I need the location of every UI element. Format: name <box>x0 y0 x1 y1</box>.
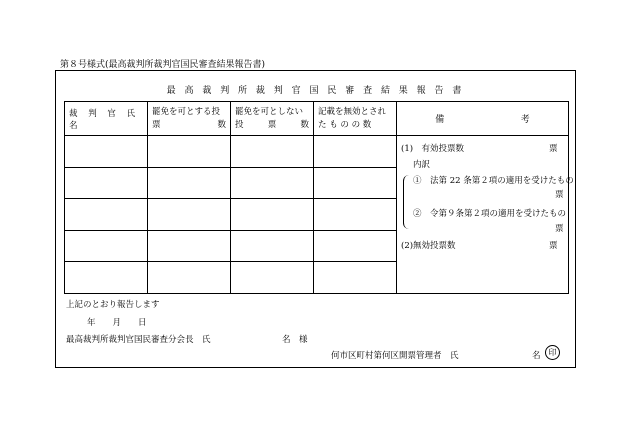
valid-votes-label: (1) 有効投票数 <box>401 144 465 154</box>
counting-manager-label: 何市区町村第何区開票管理者 氏 <box>331 351 459 361</box>
header-dismiss-no: 罷免を可としない 投 票 数 <box>231 102 314 136</box>
cell-judge-name[interactable] <box>65 167 148 199</box>
header-remarks: 備 考 <box>397 102 569 136</box>
closing-statement: 上記のとおり報告します <box>66 300 160 310</box>
table-row <box>65 136 569 168</box>
breakdown-item-1: ① 法第 22 条第２項の適用を受けたもの <box>413 176 574 186</box>
cell-dismiss-yes[interactable] <box>148 199 231 231</box>
cell-dismiss-no[interactable] <box>231 262 314 294</box>
invalid-votes-label: (2)無効投票数 <box>401 241 456 251</box>
header-dismiss-yes: 罷免を可とする投 票 数 <box>148 102 231 136</box>
breakdown-label: 内訳 <box>413 160 431 170</box>
cell-invalid[interactable] <box>314 167 397 199</box>
cell-dismiss-no[interactable] <box>231 136 314 168</box>
cell-invalid[interactable] <box>314 136 397 168</box>
cell-judge-name[interactable] <box>65 230 148 262</box>
cell-dismiss-no[interactable] <box>231 167 314 199</box>
cell-judge-name[interactable] <box>65 262 148 294</box>
cell-judge-name[interactable] <box>65 199 148 231</box>
seal-icon: 印 <box>545 345 560 360</box>
breakdown-brace <box>403 175 410 229</box>
committee-chair-label: 最高裁判所裁判官国民審査分会長 氏 <box>66 335 211 345</box>
breakdown-item-2: ② 令第９条第２項の適用を受けたもの <box>413 209 567 219</box>
breakdown-item-2-unit: 票 <box>555 224 564 234</box>
manager-name-suffix: 名 <box>532 351 541 361</box>
cell-invalid[interactable] <box>314 199 397 231</box>
remarks-cell <box>397 136 574 294</box>
addressee-honorific: 名 様 <box>282 335 308 345</box>
cell-invalid[interactable] <box>314 230 397 262</box>
cell-dismiss-yes[interactable] <box>148 167 231 199</box>
report-title: 最 高 裁 判 所 裁 判 官 国 民 審 査 結 果 報 告 書 <box>166 86 465 96</box>
invalid-votes-unit: 票 <box>549 241 558 251</box>
cell-dismiss-no[interactable] <box>231 230 314 262</box>
cell-judge-name[interactable] <box>65 136 148 168</box>
cell-dismiss-yes[interactable] <box>148 230 231 262</box>
cell-dismiss-no[interactable] <box>231 199 314 231</box>
header-invalid: 記載を無効とされ た も の の 数 <box>314 102 397 136</box>
valid-votes-unit: 票 <box>549 144 558 154</box>
breakdown-item-1-unit: 票 <box>555 190 564 200</box>
cell-dismiss-yes[interactable] <box>148 262 231 294</box>
date-line: 年 月 日 <box>87 318 147 328</box>
form-number-label: 第８号様式(最高裁判所裁判官国民審査結果報告書) <box>60 60 266 70</box>
cell-invalid[interactable] <box>314 262 397 294</box>
table-header-row <box>65 102 569 136</box>
header-judge-name: 裁 判 官 氏 名 <box>65 102 148 136</box>
cell-dismiss-yes[interactable] <box>148 136 231 168</box>
remarks-content <box>397 136 574 293</box>
vote-result-table <box>64 101 574 294</box>
